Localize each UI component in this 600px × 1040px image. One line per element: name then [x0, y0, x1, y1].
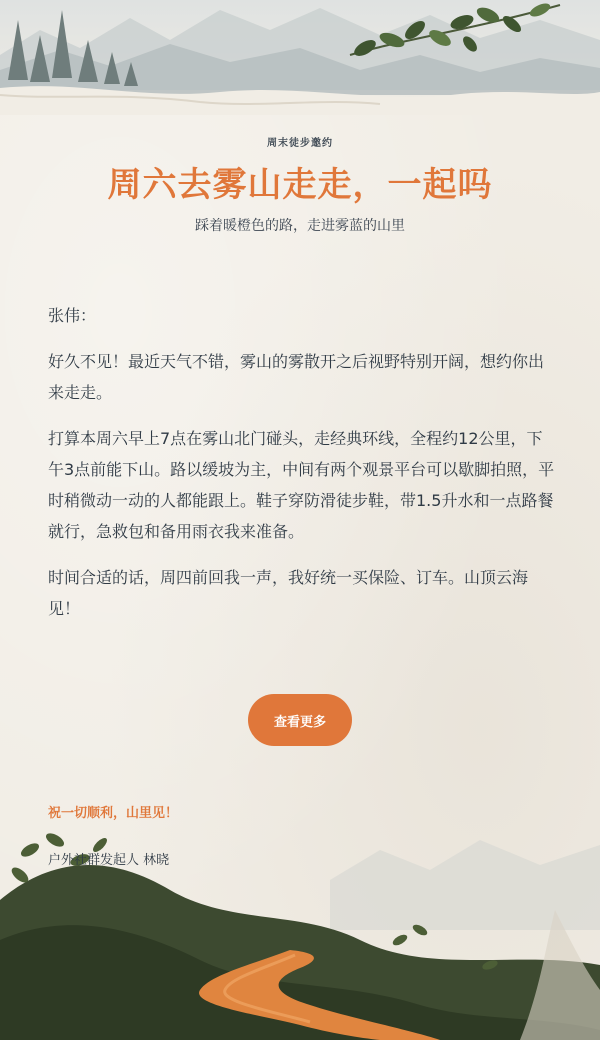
header [0, 128, 600, 235]
letter-body [48, 300, 558, 639]
eyebrow-label: 周末徒步邀约 [267, 138, 333, 149]
closing-line: 祝一切顺利，山里见！ [48, 806, 179, 821]
view-more-button[interactable]: 查看更多 [248, 694, 352, 746]
letter-paragraph: 时间合适的话，周四前回我一声，我好统一买保险、订车。山顶云海见！ [48, 568, 529, 618]
letter-paragraph: 打算本周六早上7点在雾山北门碰头，走经典环线，全程约12公里，下午3点前能下山。路以缓坡为主，中间有两个观景平台可以歇脚拍照，平时稍微动一动的人都能跟上。鞋子穿防滑徒步鞋，带1.5升水和一点路餐就行，急救包和备用雨衣我来准备。 [48, 429, 555, 541]
page-subtitle: 踩着暖橙色的路，走进雾蓝的山里 [195, 218, 405, 234]
page-title: 周六去雾山走走，一起吗 [107, 165, 493, 205]
trail-illustration [0, 790, 600, 1040]
misty-mountains-illustration [0, 0, 600, 115]
letter-paragraph: 好久不见！最近天气不错，雾山的雾散开之后视野特别开阔，想约你出来走走。 [48, 352, 545, 402]
salutation: 张伟： [48, 306, 97, 325]
signature: 户外社群发起人 林晓 [48, 853, 170, 868]
